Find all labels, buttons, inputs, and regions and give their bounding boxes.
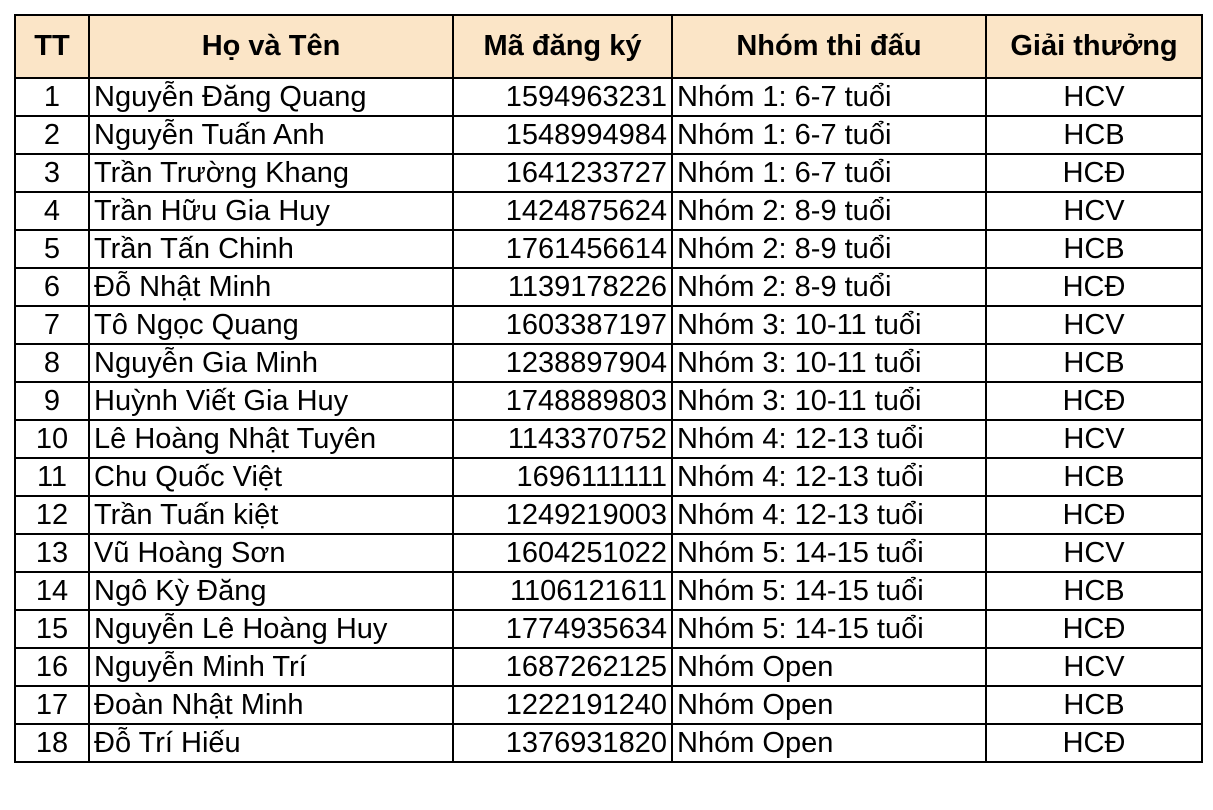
cell-prize: HCĐ <box>986 382 1202 420</box>
cell-prize: HCB <box>986 230 1202 268</box>
cell-code: 1603387197 <box>453 306 672 344</box>
table-row <box>15 230 1202 268</box>
cell-name: Chu Quốc Việt <box>89 458 453 496</box>
header-row <box>15 15 1202 78</box>
table-row <box>15 724 1202 762</box>
cell-tt: 7 <box>15 306 89 344</box>
table-row <box>15 572 1202 610</box>
cell-prize: HCV <box>986 192 1202 230</box>
cell-name: Ngô Kỳ Đăng <box>89 572 453 610</box>
cell-group: Nhóm 3: 10-11 tuổi <box>672 344 986 382</box>
cell-group: Nhóm 4: 12-13 tuổi <box>672 420 986 458</box>
cell-code: 1696111111 <box>453 458 672 496</box>
cell-code: 1774935634 <box>453 610 672 648</box>
table-row <box>15 458 1202 496</box>
cell-tt: 13 <box>15 534 89 572</box>
header-group: Nhóm thi đấu <box>672 15 986 78</box>
cell-tt: 11 <box>15 458 89 496</box>
cell-group: Nhóm 3: 10-11 tuổi <box>672 382 986 420</box>
cell-group: Nhóm 5: 14-15 tuổi <box>672 534 986 572</box>
cell-code: 1687262125 <box>453 648 672 686</box>
cell-name: Nguyễn Đăng Quang <box>89 78 453 116</box>
table-row <box>15 686 1202 724</box>
cell-prize: HCB <box>986 572 1202 610</box>
table-row <box>15 382 1202 420</box>
cell-group: Nhóm 3: 10-11 tuổi <box>672 306 986 344</box>
cell-tt: 16 <box>15 648 89 686</box>
table-row <box>15 496 1202 534</box>
cell-tt: 17 <box>15 686 89 724</box>
cell-name: Nguyễn Lê Hoàng Huy <box>89 610 453 648</box>
cell-prize: HCĐ <box>986 610 1202 648</box>
table-row <box>15 268 1202 306</box>
cell-tt: 3 <box>15 154 89 192</box>
cell-tt: 8 <box>15 344 89 382</box>
table-body <box>15 78 1202 762</box>
cell-code: 1222191240 <box>453 686 672 724</box>
cell-tt: 18 <box>15 724 89 762</box>
cell-group: Nhóm 2: 8-9 tuổi <box>672 192 986 230</box>
header-code: Mã đăng ký <box>453 15 672 78</box>
table-header <box>15 15 1202 78</box>
cell-name: Trần Hữu Gia Huy <box>89 192 453 230</box>
cell-name: Trần Trường Khang <box>89 154 453 192</box>
cell-code: 1594963231 <box>453 78 672 116</box>
cell-group: Nhóm 2: 8-9 tuổi <box>672 230 986 268</box>
cell-prize: HCĐ <box>986 154 1202 192</box>
cell-name: Đỗ Nhật Minh <box>89 268 453 306</box>
table-row <box>15 116 1202 154</box>
cell-prize: HCĐ <box>986 496 1202 534</box>
header-prize: Giải thưởng <box>986 15 1202 78</box>
cell-group: Nhóm 1: 6-7 tuổi <box>672 154 986 192</box>
cell-name: Huỳnh Viết Gia Huy <box>89 382 453 420</box>
cell-group: Nhóm 4: 12-13 tuổi <box>672 496 986 534</box>
results-table <box>14 14 1203 763</box>
cell-name: Lê Hoàng Nhật Tuyên <box>89 420 453 458</box>
cell-code: 1143370752 <box>453 420 672 458</box>
header-name: Họ và Tên <box>89 15 453 78</box>
cell-name: Trần Tấn Chinh <box>89 230 453 268</box>
cell-code: 1761456614 <box>453 230 672 268</box>
cell-code: 1249219003 <box>453 496 672 534</box>
cell-code: 1748889803 <box>453 382 672 420</box>
cell-tt: 9 <box>15 382 89 420</box>
cell-prize: HCV <box>986 648 1202 686</box>
table-row <box>15 192 1202 230</box>
cell-group: Nhóm Open <box>672 648 986 686</box>
cell-name: Trần Tuấn kiệt <box>89 496 453 534</box>
cell-code: 1604251022 <box>453 534 672 572</box>
cell-name: Nguyễn Gia Minh <box>89 344 453 382</box>
cell-tt: 14 <box>15 572 89 610</box>
header-tt: TT <box>15 15 89 78</box>
cell-group: Nhóm 5: 14-15 tuổi <box>672 572 986 610</box>
cell-name: Nguyễn Minh Trí <box>89 648 453 686</box>
table-row <box>15 154 1202 192</box>
table-row <box>15 610 1202 648</box>
table-row <box>15 534 1202 572</box>
cell-tt: 5 <box>15 230 89 268</box>
cell-group: Nhóm Open <box>672 724 986 762</box>
cell-prize: HCB <box>986 458 1202 496</box>
cell-code: 1238897904 <box>453 344 672 382</box>
cell-code: 1376931820 <box>453 724 672 762</box>
cell-code: 1106121611 <box>453 572 672 610</box>
cell-code: 1548994984 <box>453 116 672 154</box>
table-row <box>15 78 1202 116</box>
cell-prize: HCB <box>986 344 1202 382</box>
cell-name: Đỗ Trí Hiếu <box>89 724 453 762</box>
cell-name: Đoàn Nhật Minh <box>89 686 453 724</box>
cell-code: 1424875624 <box>453 192 672 230</box>
cell-tt: 2 <box>15 116 89 154</box>
cell-prize: HCĐ <box>986 724 1202 762</box>
cell-prize: HCV <box>986 306 1202 344</box>
table-row <box>15 648 1202 686</box>
cell-prize: HCB <box>986 686 1202 724</box>
cell-prize: HCĐ <box>986 268 1202 306</box>
cell-tt: 6 <box>15 268 89 306</box>
cell-name: Nguyễn Tuấn Anh <box>89 116 453 154</box>
cell-tt: 12 <box>15 496 89 534</box>
cell-code: 1641233727 <box>453 154 672 192</box>
cell-tt: 1 <box>15 78 89 116</box>
cell-code: 1139178226 <box>453 268 672 306</box>
cell-name: Vũ Hoàng Sơn <box>89 534 453 572</box>
table-row <box>15 344 1202 382</box>
cell-tt: 15 <box>15 610 89 648</box>
cell-group: Nhóm 5: 14-15 tuổi <box>672 610 986 648</box>
cell-name: Tô Ngọc Quang <box>89 306 453 344</box>
cell-group: Nhóm 2: 8-9 tuổi <box>672 268 986 306</box>
cell-prize: HCV <box>986 78 1202 116</box>
cell-group: Nhóm Open <box>672 686 986 724</box>
cell-tt: 4 <box>15 192 89 230</box>
cell-prize: HCB <box>986 116 1202 154</box>
cell-group: Nhóm 4: 12-13 tuổi <box>672 458 986 496</box>
cell-prize: HCV <box>986 420 1202 458</box>
table-row <box>15 420 1202 458</box>
cell-group: Nhóm 1: 6-7 tuổi <box>672 116 986 154</box>
cell-prize: HCV <box>986 534 1202 572</box>
table-row <box>15 306 1202 344</box>
cell-tt: 10 <box>15 420 89 458</box>
cell-group: Nhóm 1: 6-7 tuổi <box>672 78 986 116</box>
